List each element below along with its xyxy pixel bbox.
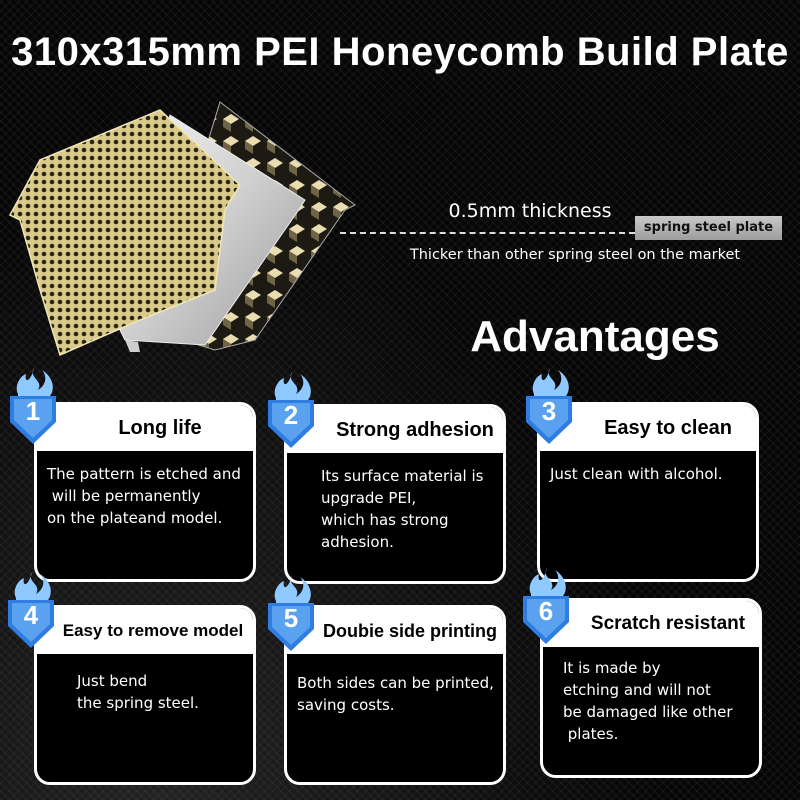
card-description: Both sides can be printed, saving costs.	[297, 674, 494, 714]
number-badge-6	[517, 566, 581, 646]
card-title: Scratch resistant	[590, 613, 746, 634]
thickness-subtitle: Thicker than other spring steel on the market	[409, 247, 741, 263]
card-description: Its surface material is upgrade PEI, which has strong adhesion.	[321, 467, 484, 551]
number-badge-1	[4, 366, 68, 446]
card-description: Just clean with alcohol.	[550, 465, 723, 483]
badge-number: 3	[541, 396, 557, 426]
advantages-heading: Advantages	[470, 312, 720, 361]
page-title: 310x315mm PEI Honeycomb Build Plate	[11, 30, 789, 74]
badge-number: 4	[23, 600, 39, 630]
badge-number: 2	[283, 400, 299, 430]
card-title: Long life	[118, 417, 202, 439]
badge-number: 6	[538, 596, 554, 626]
card-title: Strong adhesion	[336, 419, 494, 441]
number-badge-4	[2, 570, 66, 650]
thickness-label: 0.5mm thickness	[448, 200, 612, 222]
card-description: The pattern is etched and will be permanently on the plateand model.	[47, 465, 241, 527]
thickness-pointer-line	[340, 232, 635, 234]
spring-steel-tag: spring steel plate	[635, 216, 782, 240]
badge-number: 5	[283, 603, 299, 633]
card-description: Just bend the spring steel.	[77, 672, 199, 712]
card-title: Easy to remove model	[62, 621, 244, 640]
card-title: Easy to clean	[604, 417, 732, 439]
build-plate-image	[0, 90, 370, 370]
number-badge-5	[262, 573, 326, 653]
card-description: It is made by etching and will not be damaged like other plates.	[563, 659, 733, 743]
card-title: Doubie side printing	[323, 621, 497, 641]
number-badge-2	[262, 370, 326, 450]
number-badge-3	[520, 366, 584, 446]
badge-number: 1	[25, 396, 41, 426]
advantage-card-4	[34, 605, 256, 785]
